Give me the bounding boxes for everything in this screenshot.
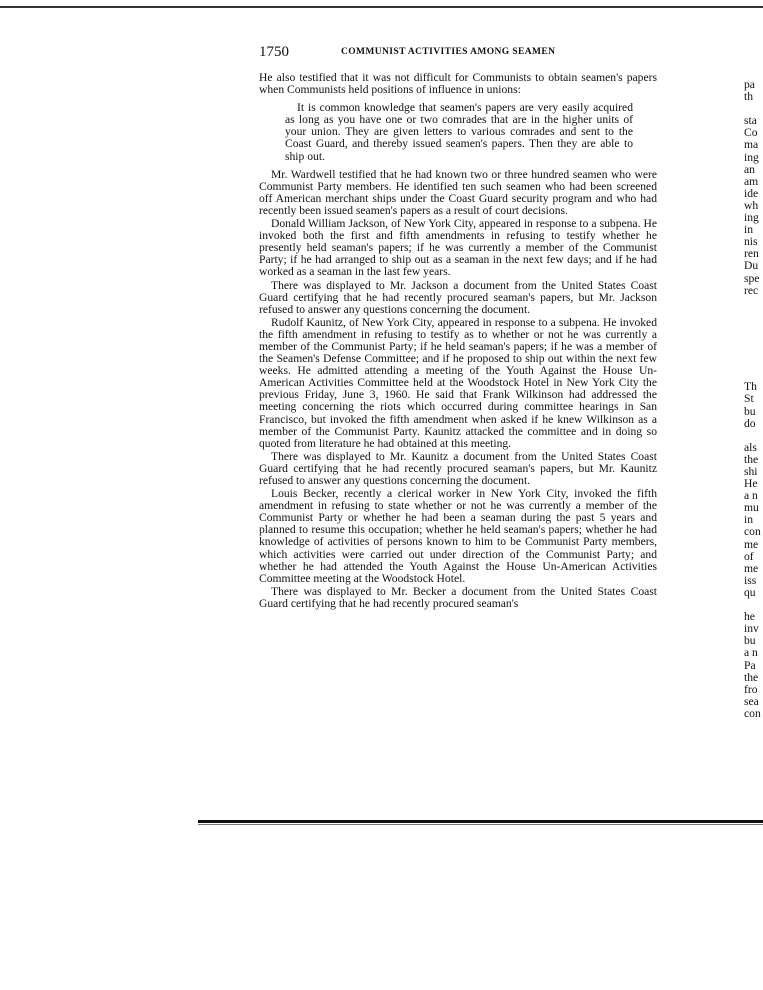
- fragment-line: a n: [744, 646, 758, 660]
- fragment-line: wh: [744, 198, 759, 212]
- fragment-line: th: [744, 90, 754, 104]
- fragment-line: Th: [744, 380, 757, 394]
- paragraph: Donald William Jackson, of New York City, appeared in response to a subpena. He invoked both the first and fifth amendments in refusing to testify whether he presently held seaman's papers; if he was currently a member of the Communist Party; if he had arranged to ship out as a seaman in the next few days; and if he had worked as a seaman in the last few years.: [259, 217, 657, 279]
- fragment-line: qu: [744, 585, 756, 599]
- fragment-line: am: [744, 174, 759, 188]
- fragment-line: me: [744, 561, 759, 575]
- fragment-line: con: [744, 525, 761, 539]
- fragment-line: ren: [744, 247, 759, 261]
- fragment-line: a n: [744, 489, 758, 503]
- fragment-line: [744, 321, 763, 333]
- running-head: COMMUNIST ACTIVITIES AMONG SEAMEN: [341, 47, 556, 57]
- fragment-line: of: [744, 549, 754, 563]
- fragment-line: in: [744, 223, 754, 237]
- fragment-line: nis: [744, 235, 758, 249]
- paragraph: Louis Becker, recently a clerical worker in New York City, invoked the fifth amendment in refusing to state whether or not he was currently a member of the Communist Party or whether he had been a seaman during the past 5 years and planned to resume this occupation; whether he held seaman's papers; whether he had knowledge of activities of persons known to him to be Communist Party members, which activities were carried out under direction of the Communist Party; and whether he had attended the Youth Against the House Un-American Activities Committee meeting at the Woodstock Hotel.: [259, 487, 657, 585]
- fragment-line: con: [744, 706, 761, 720]
- fragment-line: Du: [744, 259, 759, 273]
- fragment-line: [744, 297, 763, 309]
- fragment-line: Co: [744, 126, 758, 140]
- facing-page-fragment-column: [744, 79, 763, 720]
- main-text-column: [259, 72, 657, 610]
- fragment-line: ide: [744, 186, 759, 200]
- paragraph: He also testified that it was not difficult for Communists to obtain seamen's papers when Communists held positions of influence in unions:: [259, 71, 657, 97]
- fragment-line: mu: [744, 501, 759, 515]
- fragment-line: shi: [744, 465, 758, 478]
- fragment-line: He: [744, 477, 758, 491]
- fragment-line: inv: [744, 622, 759, 636]
- bottom-border-rule-thin: [198, 824, 763, 825]
- fragment-line: [744, 345, 763, 357]
- paragraph: Mr. Wardwell testified that he had known two or three hundred seamen who were Communist Party members. He identified ten such seamen who had been screened off American merchant ships under the Coast Guard security program and who had recently been issued seamen's papers as a result of court decisions.: [259, 167, 657, 217]
- fragment-line: sta: [744, 114, 757, 128]
- block-quote: It is common knowledge that seamen's papers are very easily acquired as long as you have one or two comrades that are in the higher units of your union. They are given letters to various comrades and sent to the Coast Guard, and thereby issued seamen's papers. Then they are able to ship out.: [285, 101, 633, 163]
- fragment-line: the: [744, 452, 759, 466]
- fragment-line: in: [744, 513, 754, 527]
- fragment-line: bu: [744, 634, 756, 648]
- fragment-line: bu: [744, 404, 756, 418]
- fragment-line: ing: [744, 211, 759, 225]
- fragment-line: pa: [744, 79, 755, 91]
- paragraph: Rudolf Kaunitz, of New York City, appeared in response to a subpena. He invoked the fifth amendment in refusing to testify as to whether or not he was currently a member of the Communist Party; if he held seaman's papers; if he was a member of the Seamen's Defense Committee; and if he proposed to ship out within the next few weeks. He admitted attending a meeting of the Youth Against the House Un-American Activities Committee held at the Woodstock Hotel in New York City the previous Friday, June 3, 1960. He said that Frank Wilkinson had addressed the meeting concerning the riots which occurred during committee hearings in San Francisco, but invoked the fifth amendment when asked if he knew Wilkinson as a member of the Communist Party. Kaunitz attacked the committee and in doing so quoted from literature he had obtained at this meeting.: [259, 315, 657, 450]
- fragment-line: do: [744, 416, 756, 430]
- fragment-line: iss: [744, 573, 757, 587]
- top-border-rule: [0, 6, 763, 8]
- fragment-line: me: [744, 537, 759, 551]
- fragment-line: ing: [744, 150, 759, 164]
- fragment-line: Pa: [744, 658, 756, 672]
- paragraph: There was displayed to Mr. Kaunitz a document from the United States Coast Guard certifying that he had recently procured seaman's papers, but Mr. Kaunitz refused to answer any questions concerning the document.: [259, 449, 657, 487]
- fragment-line: als: [744, 440, 757, 454]
- fragment-line: [744, 309, 763, 321]
- fragment-line: he: [744, 610, 755, 624]
- fragment-line: rec: [744, 283, 759, 297]
- fragment-line: sea: [744, 694, 759, 708]
- fragment-line: ma: [744, 138, 759, 152]
- paragraph: There was displayed to Mr. Jackson a document from the United States Coast Guard certifying that he had recently procured seaman's papers, but Mr. Jackson refused to answer any questions concerning the document.: [259, 278, 657, 316]
- fragment-line: [744, 430, 763, 442]
- paragraph: There was displayed to Mr. Becker a document from the United States Coast Guard certifying that he had recently procured seaman's: [259, 584, 657, 610]
- page-header: [259, 44, 659, 64]
- fragment-line: an: [744, 162, 755, 176]
- fragment-line: the: [744, 670, 759, 684]
- fragment-line: fro: [744, 682, 758, 696]
- bottom-border-rule: [198, 820, 763, 823]
- fragment-line: St: [744, 392, 754, 406]
- fragment-line: [744, 333, 763, 345]
- fragment-line: spe: [744, 271, 760, 285]
- page-number: 1750: [259, 44, 289, 60]
- fragment-line: [744, 357, 763, 369]
